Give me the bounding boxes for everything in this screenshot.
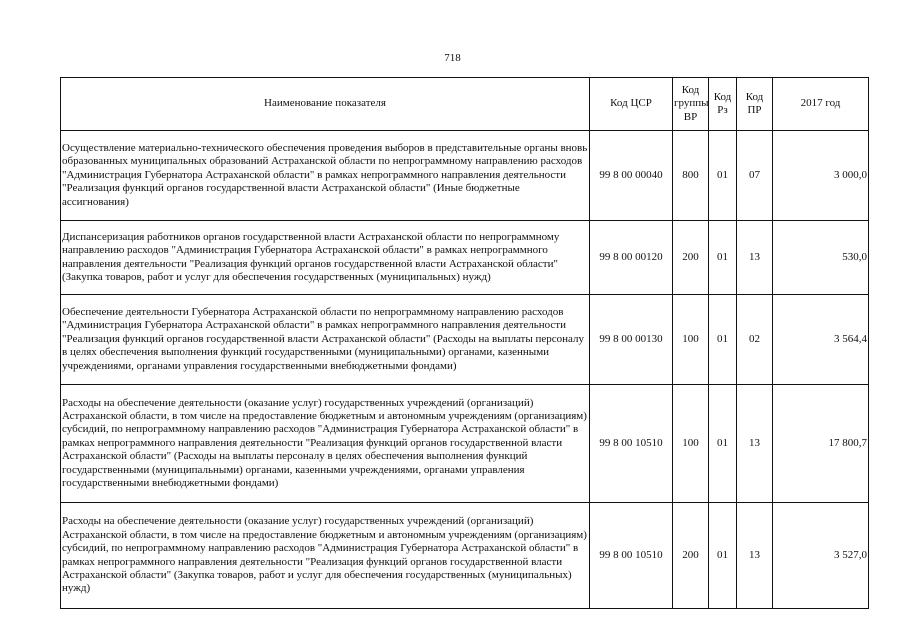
row-csr: 99 8 00 00120 xyxy=(590,221,673,295)
table-row xyxy=(61,503,869,609)
header-rz: Код Рз xyxy=(709,78,737,131)
row-vr: 200 xyxy=(673,503,709,609)
row-vr: 800 xyxy=(673,131,709,221)
row-vr: 100 xyxy=(673,385,709,503)
table-header-row xyxy=(61,78,869,131)
row-rz: 01 xyxy=(709,503,737,609)
row-amount: 530,0 xyxy=(773,221,869,295)
table-row xyxy=(61,221,869,295)
row-csr: 99 8 00 10510 xyxy=(590,385,673,503)
row-name: Осуществление материально-технического обеспечения проведения выборов в представительные органы вновь образованных муниципальных образований Астраханской области по непрограммному направлению расходов "Администрация Губернатора Астраханской области" в рамках непрограммного направления деятельности "Реализация функций органов государственной власти Астраханской области" (Иные бюджетные ассигнования) xyxy=(61,131,590,221)
row-pr: 13 xyxy=(737,221,773,295)
header-name: Наименование показателя xyxy=(61,78,590,131)
header-vr: Код группы ВР xyxy=(673,78,709,131)
header-csr: Код ЦСР xyxy=(590,78,673,131)
table-row xyxy=(61,295,869,385)
row-pr: 07 xyxy=(737,131,773,221)
table-row xyxy=(61,385,869,503)
header-pr: Код ПР xyxy=(737,78,773,131)
row-pr: 13 xyxy=(737,385,773,503)
row-csr: 99 8 00 00130 xyxy=(590,295,673,385)
row-csr: 99 8 00 10510 xyxy=(590,503,673,609)
row-rz: 01 xyxy=(709,385,737,503)
table-row xyxy=(61,131,869,221)
row-amount: 3 000,0 xyxy=(773,131,869,221)
row-amount: 3 564,4 xyxy=(773,295,869,385)
row-amount: 17 800,7 xyxy=(773,385,869,503)
row-pr: 02 xyxy=(737,295,773,385)
row-rz: 01 xyxy=(709,295,737,385)
row-vr: 200 xyxy=(673,221,709,295)
row-pr: 13 xyxy=(737,503,773,609)
row-name: Расходы на обеспечение деятельности (оказание услуг) государственных учреждений (организаций) Астраханской области, в том числе на предоставление бюджетным и автономным учреждениям (организациям) субсидий, по непрограммному направлению расходов "Администрация Губернатора Астраханской области" в рамках непрограммного направления деятельности "Реализация функций органов государственной власти Астраханской области" (Расходы на выплаты персоналу в целях обеспечения выполнения функций государственными (муниципальными) органами, казенными учреждениями, органами управления государственными внебюджетными фондами) xyxy=(61,385,590,503)
row-rz: 01 xyxy=(709,131,737,221)
page-number: 718 xyxy=(444,52,461,64)
row-vr: 100 xyxy=(673,295,709,385)
row-name: Обеспечение деятельности Губернатора Астраханской области по непрограммному направлению расходов "Администрация Губернатора Астраханской области" в рамках непрограммного направления деятельности "Реализация функций органов государственной власти Астраханской области" (Расходы на выплаты персоналу в целях обеспечения выполнения функций государственными (муниципальными) органами, казенными учреждениями, органами управления государственными внебюджетными фондами) xyxy=(61,295,590,385)
row-rz: 01 xyxy=(709,221,737,295)
row-name: Диспансеризация работников органов государственной власти Астраханской области по непрограммному направлению расходов "Администрация Губернатора Астраханской области" в рамках непрограммного направления деятельности "Реализация функций органов государственной власти Астраханской области" (Закупка товаров, работ и услуг для обеспечения государственных (муниципальных) нужд) xyxy=(61,221,590,295)
row-csr: 99 8 00 00040 xyxy=(590,131,673,221)
header-year: 2017 год xyxy=(773,78,869,131)
budget-table xyxy=(60,77,869,609)
row-name: Расходы на обеспечение деятельности (оказание услуг) государственных учреждений (организаций) Астраханской области, в том числе на предоставление бюджетным и автономным учреждениям (организациям) субсидий, по непрограммному направлению расходов "Администрация Губернатора Астраханской области" в рамках непрограммного направления деятельности "Реализация функций органов государственной власти Астраханской области" (Закупка товаров, работ и услуг для обеспечения государственных (муниципальных) нужд) xyxy=(61,503,590,609)
row-amount: 3 527,0 xyxy=(773,503,869,609)
